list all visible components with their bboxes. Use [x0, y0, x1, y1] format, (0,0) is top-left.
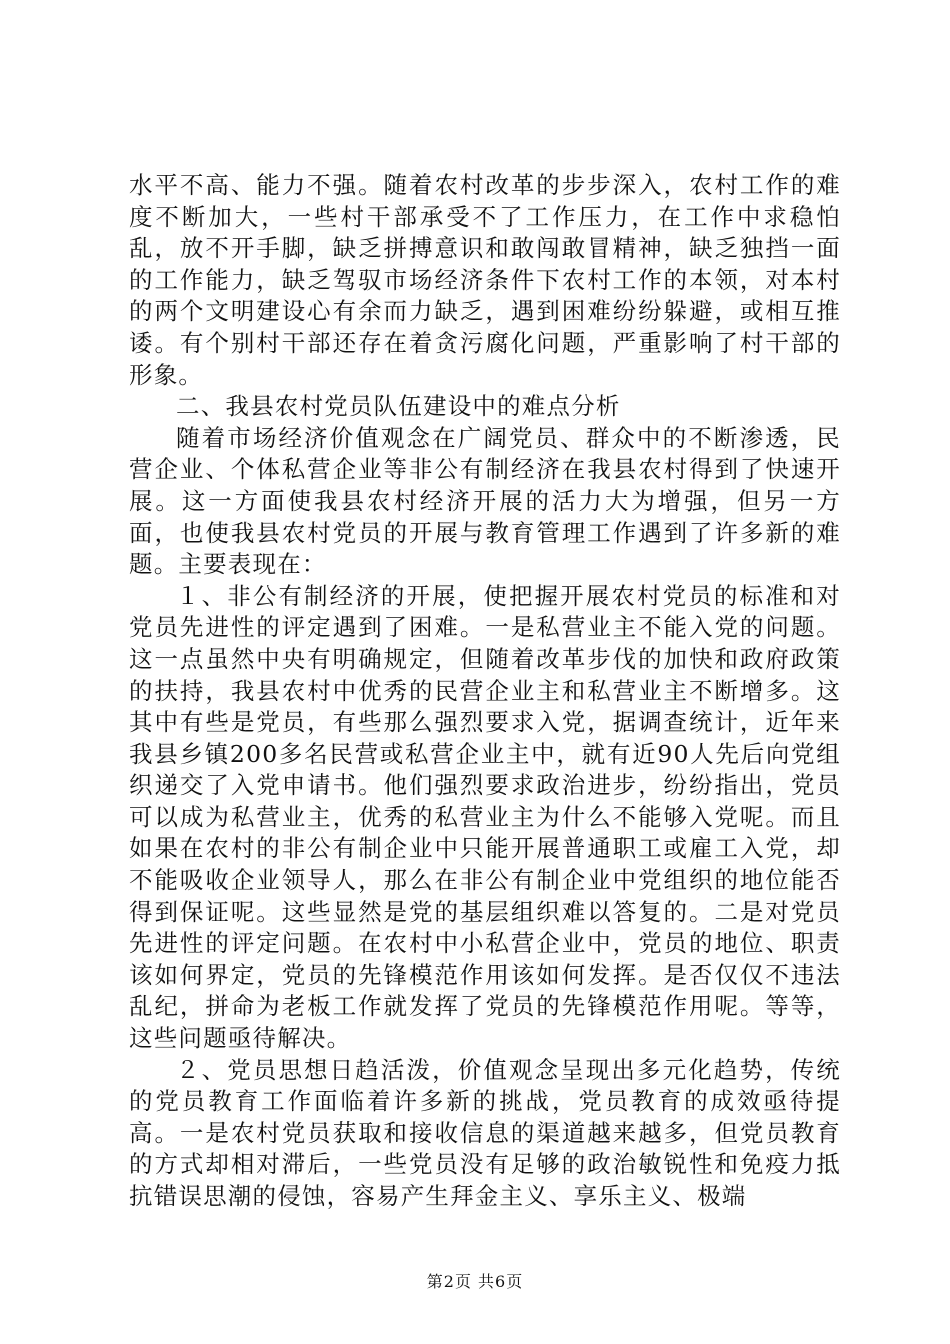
page-number-footer: 第2页 共6页 [426, 1272, 524, 1291]
section-heading: 二、我县农村党员队伍建设中的难点分析 [176, 392, 621, 421]
document-body [129, 170, 841, 1213]
paragraph-2: 随着市场经济价值观念在广阔党员、群众中的不断渗透，民营企业、个体私营企业等非公有制经济在我县农村得到了快速开展。这一方面使我县农村经济开展的活力大为增强，但另一方面，也使我县农村党员的开展与教育管理工作遇到了许多新的难题。主要表现在： [129, 423, 841, 579]
paragraph-3: １、非公有制经济的开展，使把握开展农村党员的标准和对党员先进性的评定遇到了困难。一是私营业主不能入党的问题。这一点虽然中央有明确规定，但随着改革步伐的加快和政府政策的扶持，我县农村中优秀的民营企业主和私营业主不断增多。这其中有些是党员，有些那么强烈要求入党，据调查统计，近年来我县乡镇200多名民营或私营企业主中，就有近90人先后向党组织递交了入党申请书。他们强烈要求政治进步，纷纷指出，党员可以成为私营业主，优秀的私营业主为什么不能够入党呢。而且如果在农村的非公有制企业中只能开展普通职工或雇工入党，却不能吸收企业领导人，那么在非公有制企业中党组织的地位能否得到保证呢。这些显然是党的基层组织难以答复的。二是对党员先进性的评定问题。在农村中小私营企业中，党员的地位、职责该如何界定，党员的先锋模范作用该如何发挥。是否仅仅不违法乱纪，拼命为老板工作就发挥了党员的先锋模范作用呢。等等，这些问题亟待解决。 [129, 581, 841, 1053]
paragraph-4: ２、党员思想日趋活泼，价值观念呈现出多元化趋势，传统的党员教育工作面临着许多新的挑战，党员教育的成效亟待提高。一是农村党员获取和接收信息的渠道越来越多，但党员教育的方式却相对滞后，一些党员没有足够的政治敏锐性和免疫力抵抗错误思潮的侵蚀，容易产生拜金主义、享乐主义、极端 [129, 1055, 841, 1210]
paragraph-1: 水平不高、能力不强。随着农村改革的步步深入，农村工作的难度不断加大，一些村干部承受不了工作压力，在工作中求稳怕乱，放不开手脚，缺乏拼搏意识和敢闯敢冒精神，缺乏独挡一面的工作能力，缺乏驾驭市场经济条件下农村工作的本领，对本村的两个文明建设心有余而力缺乏，遇到困难纷纷躲避，或相互推诿。有个别村干部还存在着贪污腐化问题，严重影响了村干部的形象。 [129, 171, 841, 389]
